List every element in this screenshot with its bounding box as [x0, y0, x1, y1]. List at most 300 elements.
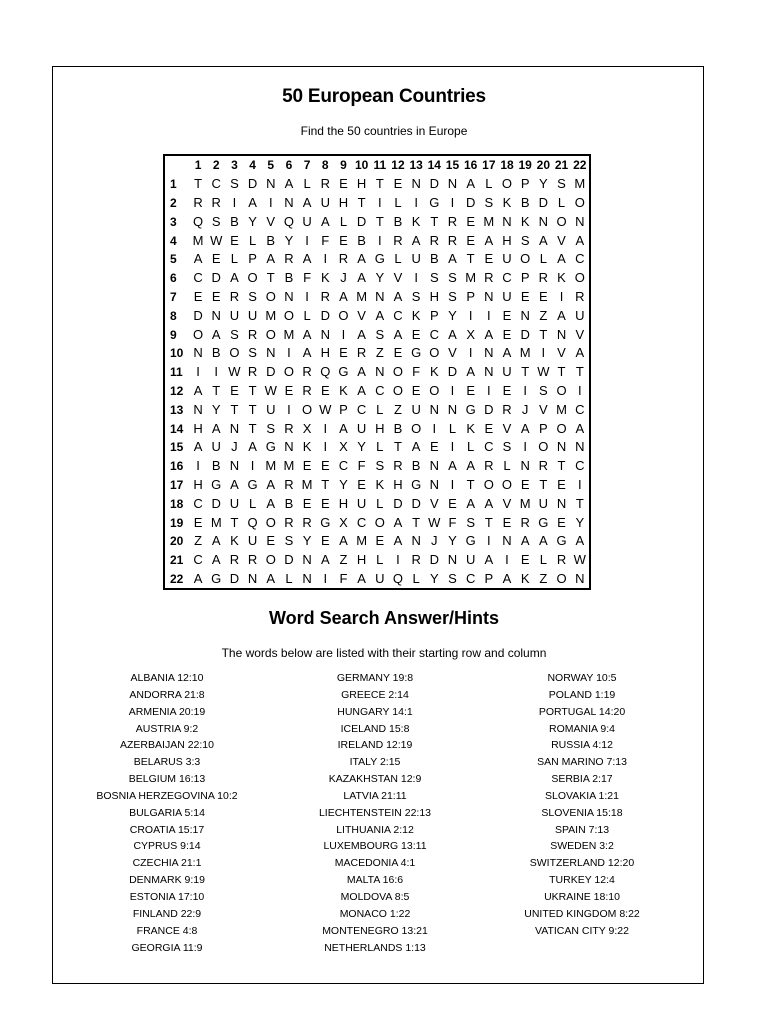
grid-letter: A	[448, 458, 457, 474]
grid-row	[165, 194, 589, 213]
grid-letter: X	[339, 514, 348, 530]
grid-letter: U	[266, 401, 276, 417]
grid-letter: L	[467, 439, 475, 455]
grid-letter: N	[447, 401, 458, 417]
row-number: 20	[170, 534, 184, 549]
grid-letter: A	[484, 232, 494, 248]
grid-letter: N	[429, 401, 439, 417]
grid-row	[165, 231, 589, 250]
column-number: 15	[445, 158, 460, 173]
grid-letter: M	[465, 270, 477, 286]
grid-letter: F	[448, 514, 457, 530]
grid-letter: I	[214, 364, 219, 380]
grid-row	[165, 476, 589, 495]
grid-letter: M	[356, 288, 368, 304]
grid-letter: V	[575, 326, 585, 342]
hint-entry: HUNGARY 14:1	[337, 705, 413, 718]
grid-letter: N	[229, 458, 240, 474]
hint-entry: ROMANIA 9:4	[549, 722, 615, 735]
grid-row	[165, 175, 589, 194]
grid-letter: C	[575, 401, 585, 417]
grid-letter: Y	[375, 270, 385, 286]
grid-letter: I	[232, 194, 237, 210]
grid-corner	[165, 156, 189, 175]
grid-letter: Y	[429, 570, 439, 586]
grid-letter: C	[356, 514, 367, 530]
grid-letter: L	[448, 420, 457, 436]
grid-row	[165, 269, 589, 288]
grid-letter: A	[448, 251, 457, 267]
grid-letter: L	[230, 251, 239, 267]
grid-letter: V	[557, 345, 566, 361]
grid-letter: S	[284, 533, 294, 549]
grid-letter: N	[520, 307, 530, 323]
grid-letter: L	[248, 495, 257, 511]
grid-letter: E	[502, 382, 512, 398]
hint-entry: SLOVENIA 15:18	[541, 806, 623, 819]
grid-letter: S	[266, 420, 276, 436]
grid-row	[165, 288, 589, 307]
grid-letter: I	[323, 570, 328, 586]
hint-entry: ICELAND 15:8	[340, 722, 410, 735]
grid-letter: B	[230, 213, 239, 229]
grid-letter: O	[556, 420, 567, 436]
grid-letter: K	[302, 439, 312, 455]
row-number: 2	[170, 195, 177, 210]
grid-letter: L	[376, 401, 384, 417]
grid-letter: C	[502, 270, 512, 286]
grid-letter: E	[230, 382, 239, 398]
grid-letter: E	[357, 476, 366, 492]
grid-letter: A	[393, 533, 403, 549]
grid-letter: O	[538, 439, 549, 455]
grid-letter: A	[411, 232, 421, 248]
grid-letter: I	[341, 326, 346, 342]
grid-letter: A	[393, 288, 403, 304]
hints-column-2	[260, 670, 490, 956]
grid-letter: N	[211, 307, 221, 323]
row-number: 11	[170, 365, 183, 380]
row-number: 4	[170, 233, 177, 248]
hint-entry: FRANCE 4:8	[136, 924, 198, 937]
grid-letter: T	[539, 326, 548, 342]
grid-letter: T	[484, 514, 493, 530]
grid-letter: L	[376, 552, 384, 568]
grid-letter: U	[411, 251, 421, 267]
grid-letter: R	[284, 420, 294, 436]
grid-letter: U	[538, 495, 549, 511]
grid-letter: F	[303, 270, 312, 286]
grid-letter: O	[338, 307, 349, 323]
grid-letter: A	[266, 570, 276, 586]
grid-letter: N	[229, 420, 240, 436]
grid-letter: A	[248, 439, 257, 455]
hint-entry: ALBANIA 12:10	[130, 672, 204, 684]
column-number: 13	[409, 158, 423, 173]
grid-letter: R	[247, 326, 258, 342]
grid-letter: S	[230, 326, 239, 342]
grid-letter: W	[537, 364, 550, 380]
hint-entry: BELGIUM 16:13	[128, 773, 206, 786]
grid-letter: E	[502, 514, 512, 530]
grid-row	[165, 457, 589, 476]
grid-letter: U	[211, 439, 221, 455]
grid-letter: E	[466, 382, 475, 398]
grid-letter: T	[357, 194, 366, 210]
grid-letter: E	[484, 251, 494, 267]
grid-letter: E	[320, 495, 330, 511]
grid-letter: E	[193, 514, 203, 530]
hint-entry: BOSNIA HERZEGOVINA 10:2	[96, 789, 238, 802]
grid-letter: Q	[283, 213, 294, 229]
grid-letter: R	[393, 232, 403, 248]
grid-letter: M	[483, 213, 495, 229]
grid-letter: O	[429, 345, 440, 361]
grid-letter: E	[484, 420, 494, 436]
grid-letter: G	[247, 476, 258, 492]
grid-letter: T	[266, 270, 275, 286]
grid-letter: A	[357, 570, 366, 586]
grid-letter: B	[393, 420, 403, 436]
hint-entry: GEORGIA 11:9	[131, 941, 203, 954]
grid-letter: C	[356, 401, 367, 417]
grid-letter: M	[519, 495, 531, 511]
grid-letter: U	[356, 420, 367, 436]
row-number: 9	[170, 327, 177, 342]
column-number: 20	[536, 158, 551, 173]
grid-letter: I	[450, 439, 455, 455]
grid-letter: A	[357, 270, 366, 286]
grid-letter: C	[193, 270, 203, 286]
grid-letter: A	[557, 307, 566, 323]
grid-row	[165, 363, 589, 382]
grid-letter: G	[465, 533, 476, 549]
grid-letter: T	[557, 364, 566, 380]
hint-entry: SLOVAKIA 1:21	[545, 789, 619, 802]
grid-letter: O	[556, 570, 567, 586]
grid-letter: K	[411, 213, 421, 229]
grid-letter: E	[302, 495, 312, 511]
grid-letter: I	[250, 458, 255, 474]
grid-row	[165, 419, 589, 438]
grid-letter: A	[357, 364, 366, 380]
grid-letter: H	[320, 345, 330, 361]
hint-entry: POLAND 1:19	[548, 688, 616, 701]
grid-letter: R	[302, 514, 312, 530]
grid-letter: A	[302, 194, 312, 210]
grid-letter: A	[575, 232, 585, 248]
grid-letter: W	[319, 401, 332, 417]
grid-letter: R	[520, 514, 530, 530]
row-number: 21	[170, 553, 184, 568]
grid-letter: I	[468, 345, 473, 361]
row-number: 19	[170, 515, 184, 530]
grid-letter: Z	[375, 345, 384, 361]
grid-letter: P	[520, 176, 530, 192]
grid-letter: T	[575, 364, 584, 380]
grid-letter: T	[248, 401, 257, 417]
grid-letter: R	[538, 270, 549, 286]
grid-letter: E	[266, 533, 276, 549]
grid-letter: T	[248, 382, 257, 398]
grid-letter: N	[484, 288, 494, 304]
grid-letter: E	[339, 176, 348, 192]
grid-letter: U	[320, 194, 330, 210]
grid-letter: A	[357, 382, 366, 398]
grid-letter: I	[523, 439, 527, 455]
grid-letter: S	[375, 458, 385, 474]
grid-letter: I	[541, 345, 546, 361]
hint-entry: DENMARK 9:19	[129, 874, 205, 887]
grid-row	[165, 306, 589, 325]
hint-entry: BULGARIA 5:14	[129, 806, 205, 819]
grid-letter: U	[229, 495, 240, 511]
grid-row	[165, 325, 589, 344]
grid-letter: A	[484, 326, 494, 342]
grid-letter: H	[502, 232, 512, 248]
grid-letter: L	[376, 495, 384, 511]
row-number: 10	[170, 346, 184, 361]
grid-letter: E	[520, 288, 530, 304]
grid-letter: B	[357, 232, 366, 248]
grid-letter: M	[574, 176, 586, 192]
column-number: 11	[373, 158, 387, 173]
grid-letter: E	[193, 288, 203, 304]
grid-letter: A	[502, 570, 512, 586]
grid-letter: S	[248, 345, 257, 361]
grid-letter: N	[266, 345, 276, 361]
grid-letter: R	[284, 514, 294, 530]
grid-letter: T	[412, 514, 421, 530]
grid-letter: N	[284, 439, 294, 455]
hint-entry: UKRAINE 18:10	[544, 890, 620, 903]
grid-letter: D	[229, 570, 240, 586]
grid-letter: Q	[193, 213, 204, 229]
grid-letter: A	[211, 533, 221, 549]
grid-letter: O	[411, 420, 422, 436]
grid-letter: G	[211, 476, 222, 492]
grid-letter: E	[230, 232, 239, 248]
grid-letter: A	[266, 476, 276, 492]
grid-letter: I	[323, 420, 328, 436]
grid-letter: A	[339, 288, 348, 304]
row-number: 13	[170, 402, 184, 417]
hint-entry: AUSTRIA 9:2	[135, 722, 199, 735]
grid-letter: F	[339, 570, 348, 586]
grid-letter: N	[429, 458, 439, 474]
grid-letter: L	[485, 176, 493, 192]
grid-letter: A	[466, 364, 475, 380]
grid-letter: N	[447, 552, 458, 568]
grid-letter: R	[193, 194, 203, 210]
grid-letter: R	[302, 364, 312, 380]
grid-letter: E	[320, 533, 330, 549]
grid-letter: I	[196, 458, 200, 474]
hint-entry: VATICAN CITY 9:22	[535, 924, 629, 937]
grid-letter: N	[447, 176, 458, 192]
grid-letter: G	[556, 533, 567, 549]
grid-letter: R	[538, 458, 549, 474]
column-number: 6	[285, 158, 293, 173]
grid-letter: C	[465, 570, 476, 586]
hint-entry: BELARUS 3:3	[133, 756, 201, 769]
grid-letter: R	[447, 213, 458, 229]
grid-letter: N	[520, 458, 530, 474]
hint-entry: NETHERLANDS 1:13	[324, 941, 426, 954]
grid-letter: L	[285, 570, 293, 586]
grid-letter: D	[411, 495, 421, 511]
hint-entry: LATVIA 21:11	[343, 789, 407, 802]
grid-letter: E	[411, 326, 421, 342]
grid-letter: M	[356, 533, 368, 549]
hint-entry: SWEDEN 3:2	[550, 840, 614, 853]
grid-letter: G	[538, 514, 549, 530]
row-number: 15	[170, 440, 184, 455]
grid-letter: D	[356, 213, 367, 229]
column-number: 19	[518, 158, 532, 173]
grid-letter: O	[283, 364, 294, 380]
grid-letter: L	[539, 552, 547, 568]
grid-letter: V	[448, 345, 457, 361]
grid-letter: L	[394, 251, 402, 267]
page-subtitle: Find the 50 countries in Europe	[300, 124, 468, 138]
grid-letter: A	[266, 251, 276, 267]
grid-letter: I	[196, 364, 200, 380]
hint-entry: MONACO 1:22	[339, 907, 411, 920]
grid-letter: I	[487, 382, 491, 398]
grid-letter: R	[247, 364, 258, 380]
grid-letter: E	[393, 345, 403, 361]
grid-letter: Z	[539, 307, 548, 323]
grid-letter: N	[375, 364, 385, 380]
grid-letter: H	[193, 420, 203, 436]
hint-entry: MACEDONIA 4:1	[334, 857, 416, 870]
grid-letter: N	[575, 570, 585, 586]
grid-letter: M	[283, 458, 295, 474]
grid-letter: P	[520, 270, 530, 286]
grid-letter: E	[211, 288, 221, 304]
hint-entry: TURKEY 12:4	[549, 874, 615, 887]
grid-letter: K	[320, 270, 330, 286]
grid-letter: A	[375, 307, 385, 323]
grid-letter: A	[339, 533, 348, 549]
grid-letter: N	[266, 176, 276, 192]
grid-letter: D	[193, 307, 203, 323]
grid-letter: I	[450, 476, 455, 492]
grid-letter: K	[339, 382, 348, 398]
grid-letter: O	[229, 345, 240, 361]
grid-letter: O	[265, 288, 276, 304]
grid-letter: A	[557, 251, 566, 267]
hint-entry: UNITED KINGDOM 8:22	[524, 907, 640, 920]
grid-letter: T	[393, 439, 402, 455]
grid-letter: H	[338, 495, 349, 511]
grid-letter: E	[557, 476, 566, 492]
hint-entry: GREECE 2:14	[341, 688, 409, 701]
grid-letter: A	[211, 420, 221, 436]
grid-letter: N	[484, 364, 494, 380]
grid-letter: T	[212, 382, 221, 398]
grid-letter: I	[487, 533, 491, 549]
grid-letter: U	[302, 213, 312, 229]
hint-entry: SAN MARINO 7:13	[537, 756, 627, 769]
grid-letter: E	[539, 288, 548, 304]
grid-letter: L	[394, 194, 402, 210]
row-number: 17	[170, 477, 184, 492]
grid-letter: U	[247, 307, 258, 323]
grid-letter: A	[248, 194, 257, 210]
column-number: 18	[500, 158, 514, 173]
column-number: 2	[212, 158, 220, 173]
grid-letter: S	[375, 326, 385, 342]
grid-letter: C	[193, 495, 203, 511]
grid-letter: U	[356, 495, 367, 511]
row-number: 8	[170, 308, 177, 323]
grid-letter: T	[539, 476, 548, 492]
grid-letter: K	[520, 570, 530, 586]
grid-letter: E	[466, 232, 475, 248]
grid-letter: R	[211, 194, 221, 210]
grid-letter: M	[210, 514, 222, 530]
grid-letter: T	[557, 458, 566, 474]
grid-letter: A	[484, 552, 494, 568]
grid-letter: Q	[247, 514, 258, 530]
grid-letter: C	[484, 439, 494, 455]
grid-letter: P	[339, 401, 348, 417]
grid-letter: I	[377, 232, 382, 248]
grid-letter: R	[356, 345, 367, 361]
grid-letter: A	[302, 251, 312, 267]
grid-letter: E	[339, 232, 348, 248]
column-number: 1	[194, 158, 202, 173]
grid-letter: Y	[248, 213, 257, 229]
hint-entry: MOLDOVA 8:5	[340, 890, 410, 903]
grid-letter: Y	[339, 476, 348, 492]
grid-letter: E	[502, 307, 512, 323]
grid-letter: G	[411, 345, 422, 361]
grid-letter: T	[430, 213, 439, 229]
grid-letter: D	[393, 495, 403, 511]
column-number: 14	[427, 158, 441, 173]
grid-letter: D	[320, 307, 330, 323]
grid-letter: I	[577, 476, 582, 492]
grid-letter: K	[429, 364, 439, 380]
grid-table	[165, 156, 589, 588]
hint-entry: IRELAND 12:19	[337, 739, 413, 752]
grid-letter: K	[466, 420, 475, 436]
grid-letter: S	[429, 270, 439, 286]
grid-letter: V	[539, 401, 548, 417]
grid-letter: Y	[302, 533, 312, 549]
grid-letter: Y	[211, 401, 221, 417]
hint-entry: FINLAND 22:9	[132, 907, 202, 920]
grid-letter: J	[340, 270, 347, 286]
hints-column-3	[467, 670, 697, 940]
column-number: 12	[391, 158, 405, 173]
grid-letter: S	[448, 570, 457, 586]
grid-letter: F	[321, 232, 330, 248]
grid-letter: R	[229, 552, 240, 568]
grid-letter: H	[356, 552, 367, 568]
grid-letter: N	[375, 288, 385, 304]
grid-letter: A	[520, 420, 530, 436]
grid-letter: T	[321, 476, 330, 492]
grid-letter: N	[556, 439, 567, 455]
grid-letter: I	[414, 194, 418, 210]
grid-letter: I	[414, 270, 418, 286]
grid-letter: O	[574, 194, 585, 210]
grid-letter: U	[502, 251, 512, 267]
